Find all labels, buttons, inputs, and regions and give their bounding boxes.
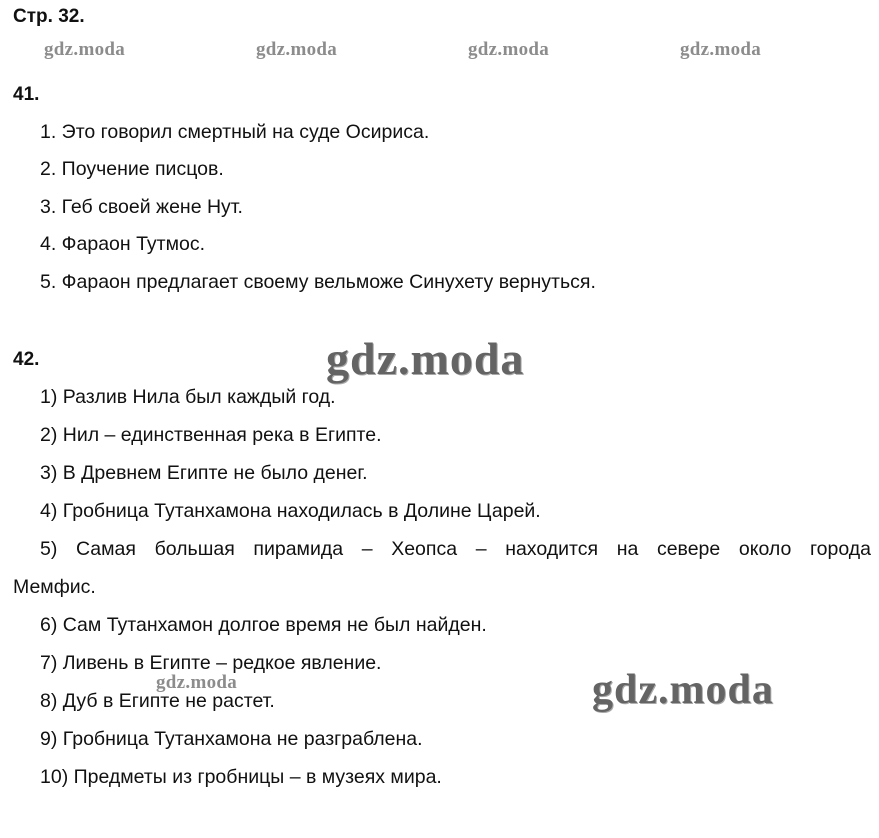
watermark-top-3: gdz.moda — [468, 39, 550, 60]
section-42-item: 8) Дуб в Египте не растет. — [40, 690, 275, 712]
watermark-top-1: gdz.moda — [44, 39, 126, 60]
section-41-number: 41. — [13, 84, 40, 105]
section-42-item: 7) Ливень в Египте – редкое явление. — [40, 652, 382, 674]
watermark-lower-large: gdz.moda — [592, 667, 774, 713]
section-42-item: 5) Самая большая пирамида – Хеопса – находится на севере около города — [40, 538, 871, 560]
watermark-middle-large: gdz.moda — [326, 333, 525, 384]
section-42-item: 2) Нил – единственная река в Египте. — [40, 424, 382, 446]
watermark-lower-small: gdz.moda — [156, 672, 238, 693]
section-41-item: 4. Фараон Тутмос. — [40, 233, 205, 255]
section-42-item: 1) Разлив Нила был каждый год. — [40, 386, 336, 408]
section-42-item-continuation: Мемфис. — [13, 576, 96, 598]
section-42-item: 10) Предметы из гробницы – в музеях мира. — [40, 766, 442, 788]
section-41-item: 1. Это говорил смертный на суде Осириса. — [40, 121, 430, 143]
section-42-number: 42. — [13, 349, 40, 370]
page-label: Стр. 32. — [13, 6, 85, 27]
section-41-item: 3. Геб своей жене Нут. — [40, 196, 243, 218]
section-41-item: 5. Фараон предлагает своему вельможе Синухету вернуться. — [40, 271, 596, 293]
watermark-top-4: gdz.moda — [680, 39, 762, 60]
section-42-item: 6) Сам Тутанхамон долгое время не был найден. — [40, 614, 487, 636]
watermark-top-2: gdz.moda — [256, 39, 338, 60]
section-41-item: 2. Поучение писцов. — [40, 158, 224, 180]
section-42-item: 4) Гробница Тутанхамона находилась в Долине Царей. — [40, 500, 541, 522]
section-42-item: 3) В Древнем Египте не было денег. — [40, 462, 368, 484]
section-42-item: 9) Гробница Тутанхамона не разграблена. — [40, 728, 423, 750]
